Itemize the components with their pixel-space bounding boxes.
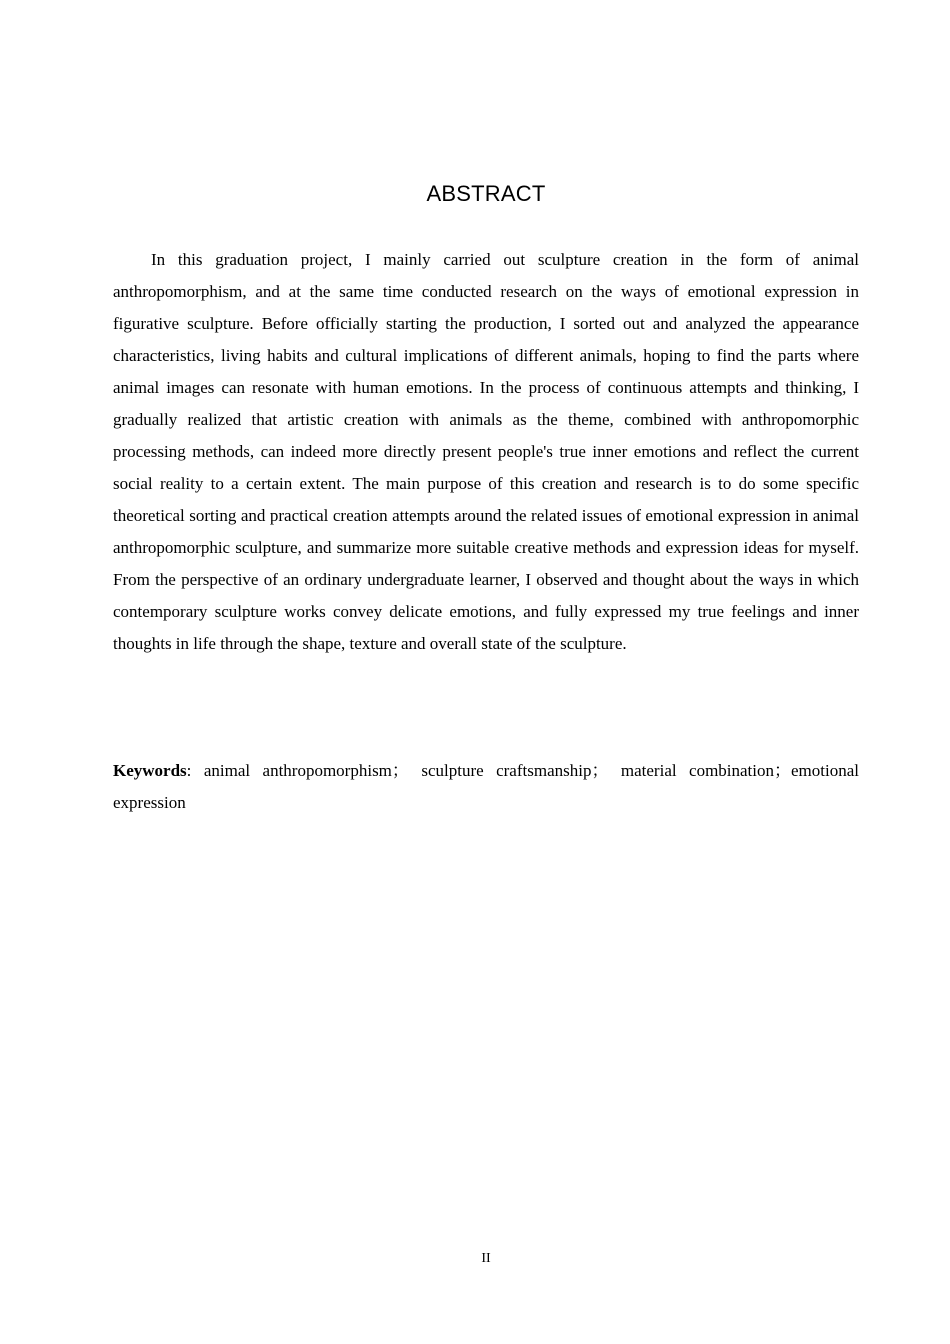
- keywords-line: [113, 755, 859, 819]
- abstract-title: ABSTRACT: [426, 181, 546, 206]
- keywords-list: : animal anthropomorphism； sculpture craftsmanship； material combination；emotional expression: [113, 761, 859, 812]
- keywords-label: Keywords: [113, 761, 187, 780]
- abstract-paragraph: In this graduation project, I mainly carried out sculpture creation in the form of animal anthropomorphism, and at the same time conducted research on the ways of emotional expression in figurative sculpture. Before officially starting the production, I sorted out and analyzed the appearance characteristics, living habits and cultural implications of different animals, hoping to find the parts where animal images can resonate with human emotions. In the process of continuous attempts and thinking, I gradually realized that artistic creation with animals as the theme, combined with anthropomorphic processing methods, can indeed more directly present people's true inner emotions and reflect the current social reality to a certain extent. The main purpose of this creation and research is to do some specific theoretical sorting and practical creation attempts around the related issues of emotional expression in animal anthropomorphic sculpture, and summarize more suitable creative methods and expression ideas for myself. From the perspective of an ordinary undergraduate learner, I observed and thought about the ways in which contemporary sculpture works convey delicate emotions, and fully expressed my true feelings and inner thoughts in life through the shape, texture and overall state of the sculpture.: [113, 250, 859, 653]
- page-number: II: [481, 1251, 491, 1266]
